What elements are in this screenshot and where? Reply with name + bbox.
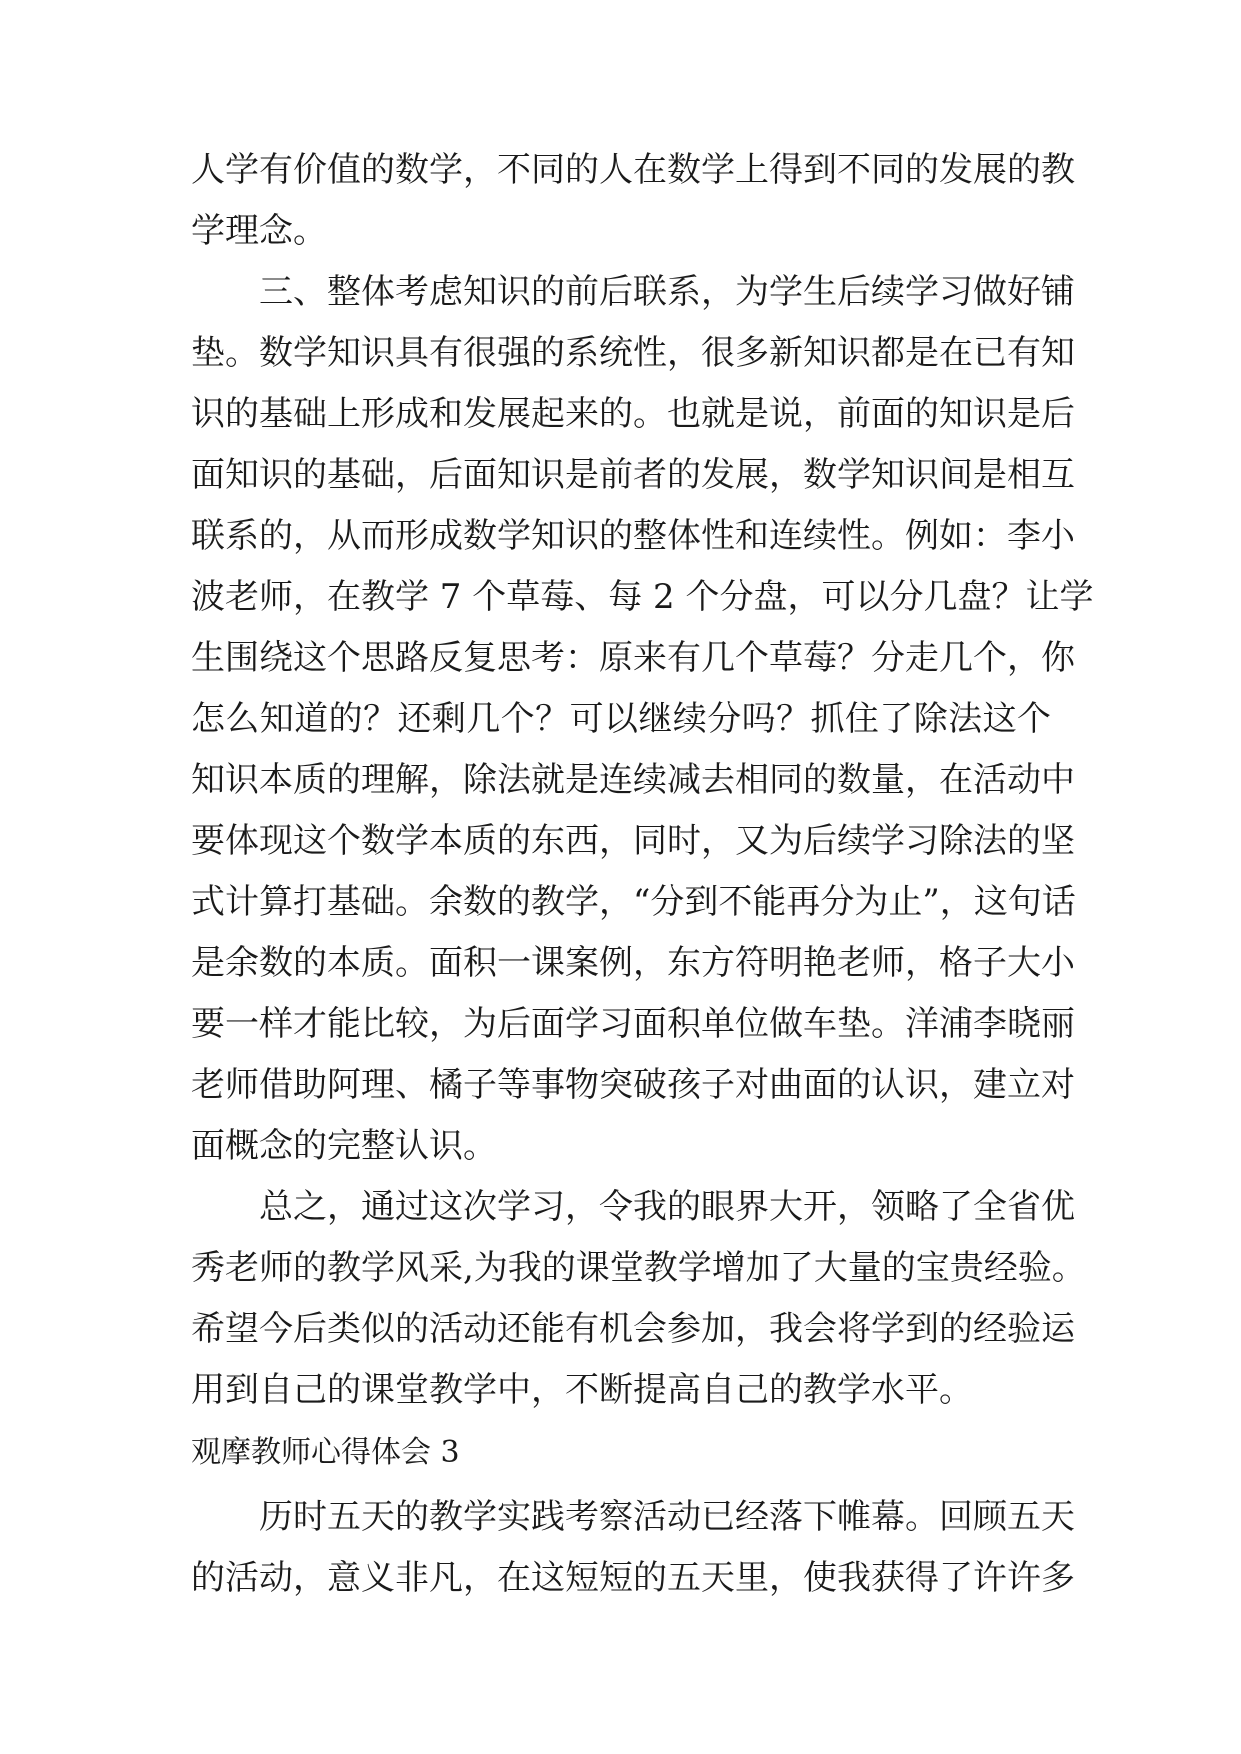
paragraph-start-line: 历时五天的教学实践考察活动已经落下帷幕。回顾五天 [259, 1497, 1075, 1537]
document-body [191, 140, 1094, 1609]
text-line: 垫。数学知识具有很强的系统性，很多新知识都是在已有知 [191, 333, 1075, 373]
text-line: 学理念。 [191, 211, 327, 251]
text-line: 人学有价值的数学，不同的人在数学上得到不同的发展的教 [191, 150, 1075, 190]
text-line: 要体现这个数学本质的东西，同时，又为后续学习除法的坚 [191, 821, 1075, 861]
paragraph-start-line: 三、整体考虑知识的前后联系，为学生后续学习做好铺 [259, 272, 1075, 312]
text-line: 识的基础上形成和发展起来的。也就是说，前面的知识是后 [191, 394, 1075, 434]
text-line: 生围绕这个思路反复思考：原来有几个草莓？分走几个，你 [191, 638, 1075, 678]
text-line: 的活动，意义非凡，在这短短的五天里，使我获得了许许多 [191, 1558, 1075, 1598]
text-line: 面知识的基础，后面知识是前者的发展，数学知识间是相互 [191, 455, 1075, 495]
text-line: 希望今后类似的活动还能有机会参加，我会将学到的经验运 [191, 1309, 1075, 1349]
text-line: 用到自己的课堂教学中，不断提高自己的教学水平。 [191, 1370, 973, 1410]
text-line: 老师借助阿理、橘子等事物突破孩子对曲面的认识，建立对 [191, 1065, 1075, 1105]
paragraph-start-line: 总之，通过这次学习，令我的眼界大开，领略了全省优 [259, 1187, 1075, 1227]
section-heading: 观摩教师心得体会 3 [191, 1435, 460, 1470]
text-line: 是余数的本质。面积一课案例，东方符明艳老师，格子大小 [191, 943, 1075, 983]
text-line: 知识本质的理解，除法就是连续减去相同的数量，在活动中 [191, 760, 1075, 800]
text-line: 联系的，从而形成数学知识的整体性和连续性。例如：李小 [191, 516, 1075, 556]
text-line: 怎么知道的？还剩几个？可以继续分吗？抓住了除法这个 [191, 699, 1051, 739]
text-line: 波老师，在教学 7 个草莓、每 2 个分盘，可以分几盘？让学 [191, 577, 1094, 617]
text-line: 式计算打基础。余数的教学，“分到不能再分为止”，这句话 [191, 882, 1076, 922]
text-line: 面概念的完整认识。 [191, 1126, 497, 1166]
text-line: 秀老师的教学风采,为我的课堂教学增加了大量的宝贵经验。 [191, 1248, 1086, 1288]
text-line: 要一样才能比较，为后面学习面积单位做车垫。洋浦李晓丽 [191, 1004, 1075, 1044]
